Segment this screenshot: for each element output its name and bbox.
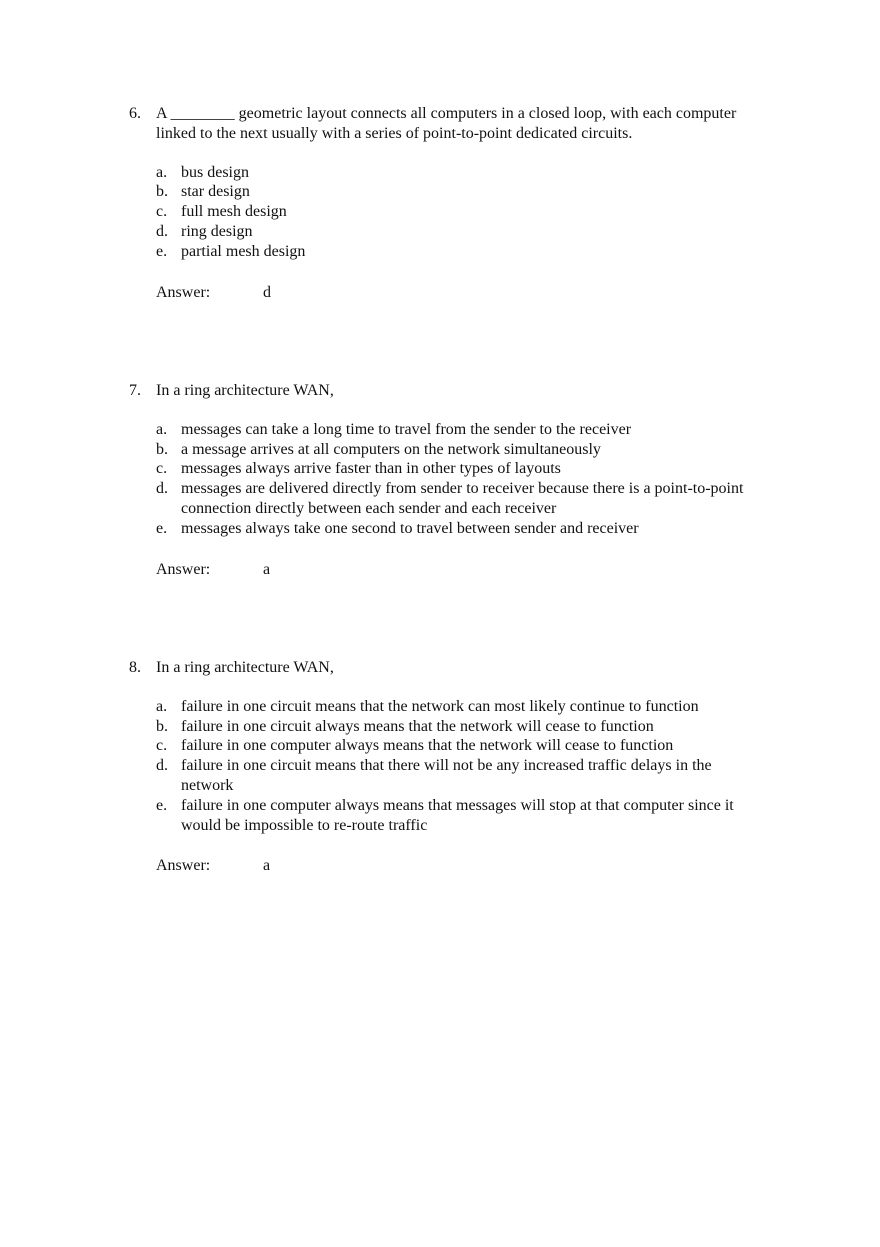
option-text: failure in one circuit means that the network can most likely continue to function — [181, 697, 699, 715]
option-letter: a. — [156, 420, 168, 438]
option-text: messages can take a long time to travel from the sender to the receiver — [181, 420, 632, 438]
question-number: 6. — [129, 105, 141, 122]
question-7 — [129, 381, 749, 579]
option-text: messages always take one second to travel between sender and receiver — [181, 519, 639, 537]
option-letter: e. — [156, 519, 168, 537]
option — [156, 479, 749, 519]
option-letter: c. — [156, 460, 168, 478]
option — [156, 242, 749, 262]
option-letter: c. — [156, 203, 168, 221]
option — [156, 459, 749, 479]
answer — [156, 856, 749, 876]
question-stem: A ________ geometric layout connects all computers in a closed loop, with each computer linked to the next usually with a series of point-to-point dedicated circuits. — [156, 105, 737, 142]
option — [156, 796, 749, 836]
question-stem: In a ring architecture WAN, — [156, 659, 334, 676]
answer-label: Answer: — [156, 560, 211, 578]
option — [156, 222, 749, 242]
option-text: failure in one circuit means that there will not be any increased traffic delays in the network — [181, 757, 712, 794]
option-text: failure in one circuit always means that the network will cease to function — [181, 717, 654, 735]
option-text: partial mesh design — [181, 242, 306, 260]
question-number: 7. — [129, 382, 141, 399]
option — [156, 717, 749, 737]
option — [156, 182, 749, 202]
option-letter: b. — [156, 717, 168, 735]
option-list — [156, 697, 749, 836]
option-letter: a. — [156, 163, 168, 181]
option — [156, 736, 749, 756]
question-8 — [129, 658, 749, 876]
answer-value: d — [263, 283, 271, 301]
answer — [156, 283, 749, 303]
option — [156, 519, 749, 539]
answer — [156, 560, 749, 580]
option — [156, 756, 749, 796]
option — [156, 163, 749, 183]
option — [156, 440, 749, 460]
answer-value: a — [263, 857, 271, 875]
option — [156, 202, 749, 222]
answer-value: a — [263, 560, 271, 578]
option-list — [156, 420, 749, 539]
option-letter: b. — [156, 440, 168, 458]
option-text: star design — [181, 183, 250, 201]
option-list — [156, 163, 749, 262]
question-6 — [129, 104, 749, 302]
option-letter: e. — [156, 796, 168, 814]
option — [156, 697, 749, 717]
option-text: a message arrives at all computers on the network simultaneously — [181, 440, 601, 458]
option-letter: d. — [156, 222, 168, 240]
option-letter: d. — [156, 757, 168, 775]
option-text: failure in one computer always means that the network will cease to function — [181, 737, 674, 755]
option-text: messages are delivered directly from sender to receiver because there is a point-to-point connection directly between each sender and each receiver — [181, 480, 744, 517]
option-letter: b. — [156, 183, 168, 201]
option-text: ring design — [181, 222, 253, 240]
option-letter: d. — [156, 480, 168, 498]
option-letter: c. — [156, 737, 168, 755]
option-letter: a. — [156, 697, 168, 715]
answer-label: Answer: — [156, 857, 211, 875]
option-letter: e. — [156, 242, 168, 260]
question-number: 8. — [129, 659, 141, 676]
option-text: full mesh design — [181, 203, 287, 221]
answer-label: Answer: — [156, 283, 211, 301]
question-stem: In a ring architecture WAN, — [156, 382, 334, 399]
option-text: failure in one computer always means that messages will stop at that computer since it would be impossible to re-route traffic — [181, 796, 734, 834]
option-text: messages always arrive faster than in other types of layouts — [181, 460, 561, 478]
option-text: bus design — [181, 163, 249, 181]
option — [156, 420, 749, 440]
